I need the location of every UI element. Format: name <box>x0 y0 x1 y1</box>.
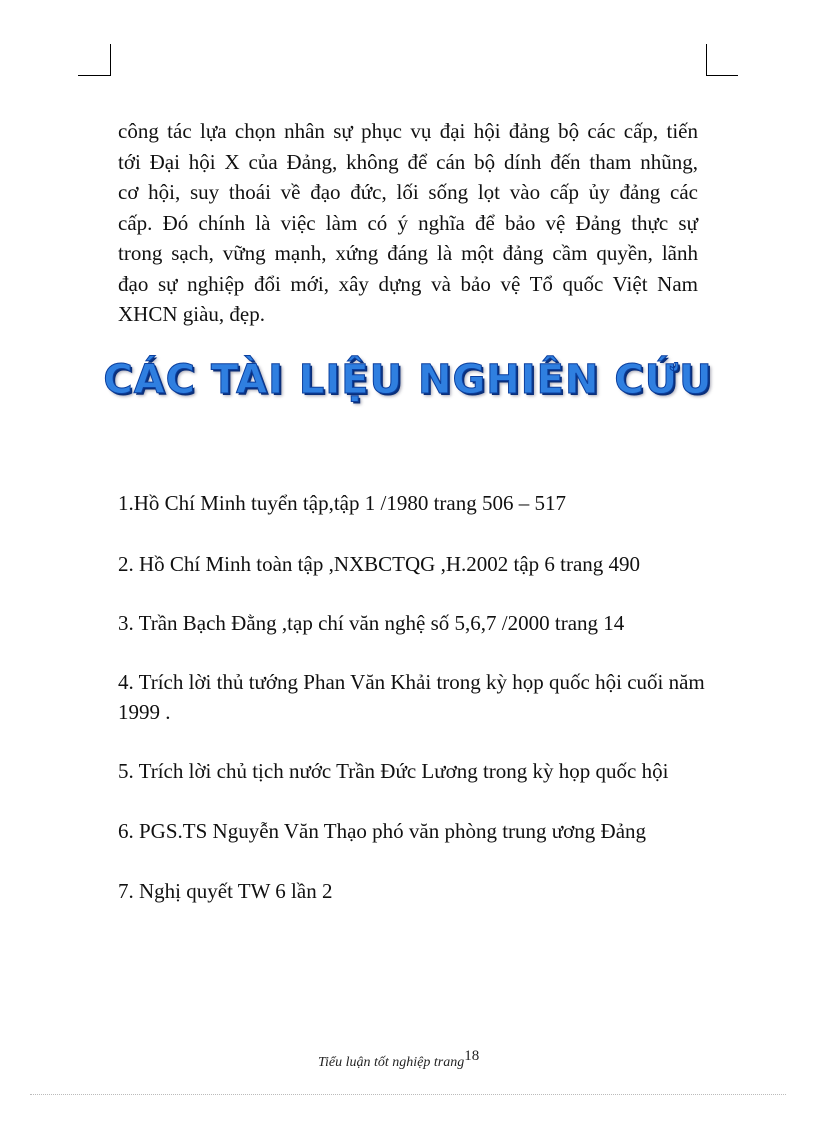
reference-item: 1.Hồ Chí Minh tuyển tập,tập 1 /1980 trang 506 – 517 <box>118 491 566 515</box>
reference-item: 5. Trích lời chủ tịch nước Trần Đức Lương trong kỳ họp quốc hội <box>118 759 669 783</box>
reference-item: 4. Trích lời thủ tướng Phan Văn Khải trong kỳ họp quốc hội cuối năm 1999 . <box>118 670 705 724</box>
paragraph-line: cấp. Đó chính là việc làm có ý nghĩa để bảo vệ Đảng thực sự <box>118 210 698 235</box>
bottom-divider <box>30 1094 786 1095</box>
paragraph-line: trong sạch, vững mạnh, xứng đáng là một đảng cầm quyền, lãnh <box>118 241 698 265</box>
crop-mark-top-right-v <box>706 44 707 76</box>
footer-text: Tiểu luận tốt nghiệp trang <box>318 1055 465 1070</box>
paragraph-line: XHCN giàu, đẹp. <box>118 302 265 326</box>
crop-mark-top-right-h <box>706 75 738 76</box>
crop-mark-top-left-h <box>78 75 110 76</box>
reference-item: 3. Trần Bạch Đằng ,tạp chí văn nghệ số 5,6,7 /2000 trang 14 <box>118 611 625 635</box>
reference-item: 2. Hồ Chí Minh toàn tập ,NXBCTQG ,H.2002 tập 6 trang 490 <box>118 552 641 576</box>
paragraph-line: công tác lựa chọn nhân sự phục vụ đại hội đảng bộ các cấp, tiến <box>118 119 698 143</box>
section-heading: CÁC TÀI LIỆU NGHIÊN CỨU <box>103 357 713 403</box>
paragraph-line: đạo sự nghiệp đổi mới, xây dựng và bảo vệ Tổ quốc Việt Nam <box>118 271 698 296</box>
reference-item: 7. Nghị quyết TW 6 lần 2 <box>118 879 333 903</box>
crop-mark-top-left-v <box>110 44 111 76</box>
reference-item: 6. PGS.TS Nguyễn Văn Thạo phó văn phòng trung ương Đảng <box>118 819 647 843</box>
page-footer <box>318 1048 480 1071</box>
paragraph-line: tới Đại hội X của Đảng, không để cán bộ dính đến tham nhũng, <box>118 149 698 174</box>
paragraph-line: cơ hội, suy thoái về đạo đức, lối sống lọt vào cấp ủy đảng các <box>118 180 698 204</box>
body-paragraph <box>118 116 698 330</box>
page-number: 18 <box>464 1048 480 1064</box>
